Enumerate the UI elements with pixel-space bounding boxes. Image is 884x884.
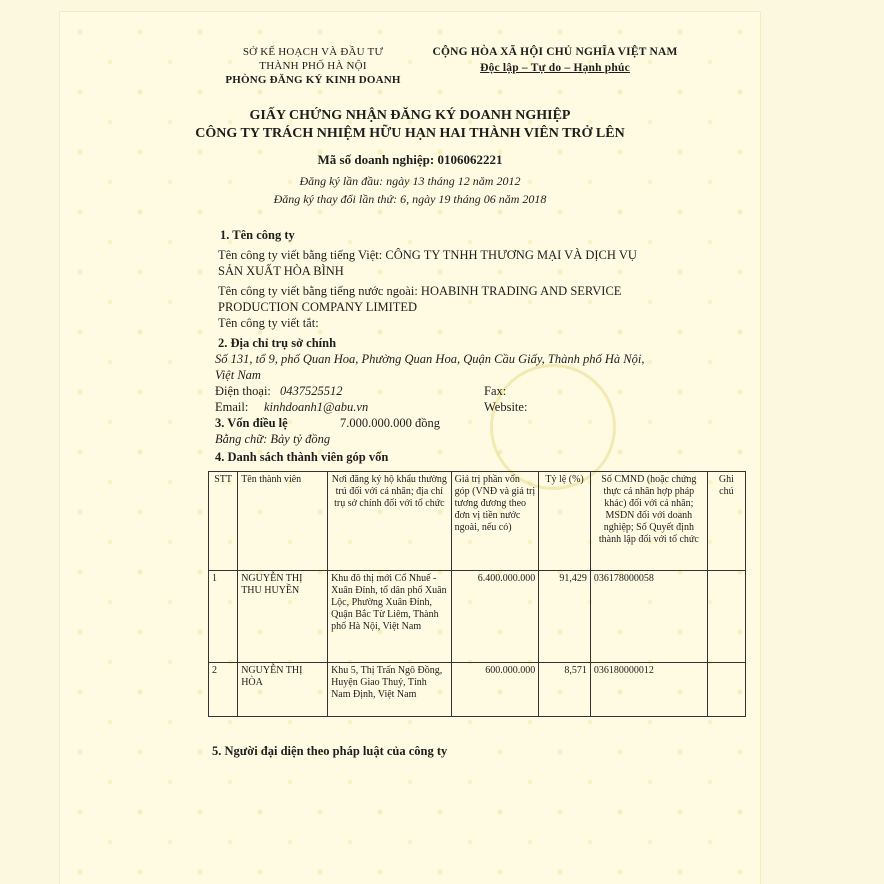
section-3-heading: 3. Vốn điều lệ [215, 416, 288, 430]
website-label: Website: [484, 400, 528, 414]
certificate-page [60, 12, 760, 884]
member-capital: 6.400.000.000 [451, 571, 539, 663]
foreign-name-line-1: Tên công ty viết bằng tiếng nước ngoài: HOABINH TRADING AND SERVICE [218, 284, 622, 298]
agency-line-1: SỞ KẾ HOẠCH VÀ ĐẦU TƯ [242, 46, 384, 58]
capital-in-words: Bằng chữ: Bảy tỷ đồng [215, 432, 331, 446]
change-registration-date: Đăng ký thay đổi lần thứ: 6, ngày 19 tháng 06 năm 2018 [273, 192, 547, 206]
agency-line-2: THÀNH PHỐ HÀ NỘI [259, 60, 367, 72]
vietnamese-name-line-1: Tên công ty viết bằng tiếng Việt: CÔNG TY TNHH THƯƠNG MẠI VÀ DỊCH VỤ [218, 248, 637, 262]
table-header-row [209, 472, 746, 571]
enterprise-code: Mã số doanh nghiệp: 0106062221 [317, 152, 503, 167]
member-ratio: 91,429 [539, 571, 591, 663]
member-ratio: 8,571 [539, 663, 591, 717]
table-row [209, 571, 746, 663]
member-note [707, 663, 745, 717]
charter-capital: 7.000.000.000 đồng [340, 416, 440, 430]
column-header: Nơi đăng ký hộ khẩu thường trú đối với cá nhân; địa chỉ trụ sở chính đối với tổ chức [328, 472, 452, 571]
member-capital: 600.000.000 [451, 663, 539, 717]
members-table [208, 471, 746, 717]
member-name: NGUYỄN THỊ THU HUYỀN [238, 571, 328, 663]
column-header: Số CMND (hoặc chứng thực cá nhân hợp pháp khác) đối với cá nhân; MSDN đối với doanh nghiệp; Số Quyết định thành lập đối với tổ chức [590, 472, 707, 571]
address-line-2: Việt Nam [215, 368, 261, 382]
email-value: kinhdoanh1@abu.vn [264, 400, 369, 414]
national-title: CỘNG HÒA XÃ HỘI CHỦ NGHĨA VIỆT NAM [432, 46, 678, 58]
address-line-1: Số 131, tổ 9, phố Quan Hoa, Phường Quan Hoa, Quận Cầu Giấy, Thành phố Hà Nội, [215, 352, 645, 366]
vietnamese-name-line-2: SẢN XUẤT HÒA BÌNH [218, 264, 344, 278]
section-4-heading: 4. Danh sách thành viên góp vốn [215, 450, 389, 464]
certificate-title: GIẤY CHỨNG NHẬN ĐĂNG KÝ DOANH NGHIỆP [249, 108, 571, 123]
member-address: Khu đô thị mới Cổ Nhuế - Xuân Đỉnh, tổ dân phố Xuân Lộc, Phường Xuân Đỉnh, Quận Bắc Từ Liêm, Thành phố Hà Nội, Việt Nam [328, 571, 452, 663]
phone-label: Điện thoại: [215, 384, 271, 398]
column-header: Tên thành viên [238, 472, 328, 571]
member-id: 036178000058 [590, 571, 707, 663]
column-header: STT [209, 472, 238, 571]
agency-line-3: PHÒNG ĐĂNG KÝ KINH DOANH [225, 74, 401, 86]
section-5-heading: 5. Người đại diện theo pháp luật của công ty [212, 744, 448, 758]
row-stt: 2 [209, 663, 238, 717]
column-header: Giá trị phần vốn góp (VNĐ và giá trị tương đương theo đơn vị tiền nước ngoài, nếu có) [451, 472, 539, 571]
section-2-heading: 2. Địa chỉ trụ sở chính [218, 336, 337, 350]
foreign-name-line-2: PRODUCTION COMPANY LIMITED [218, 300, 418, 314]
national-motto: Độc lập – Tự do – Hạnh phúc [480, 62, 630, 74]
column-header: Tỷ lệ (%) [539, 472, 591, 571]
company-type-title: CÔNG TY TRÁCH NHIỆM HỮU HẠN HAI THÀNH VIÊN TRỞ LÊN [195, 126, 625, 141]
member-address: Khu 5, Thị Trấn Ngô Đồng, Huyện Giao Thuỷ, Tỉnh Nam Định, Việt Nam [328, 663, 452, 717]
email-label: Email: [215, 400, 249, 414]
first-registration-date: Đăng ký lần đầu: ngày 13 tháng 12 năm 2012 [299, 174, 521, 188]
member-note [707, 571, 745, 663]
member-id: 036180000012 [590, 663, 707, 717]
section-1-heading: 1. Tên công ty [220, 228, 295, 242]
table-row [209, 663, 746, 717]
fax-label: Fax: [484, 384, 507, 398]
member-name: NGUYỄN THỊ HÒA [238, 663, 328, 717]
column-header: Ghi chú [707, 472, 745, 571]
short-name: Tên công ty viết tắt: [218, 316, 319, 330]
phone-value: 0437525512 [280, 384, 343, 398]
row-stt: 1 [209, 571, 238, 663]
